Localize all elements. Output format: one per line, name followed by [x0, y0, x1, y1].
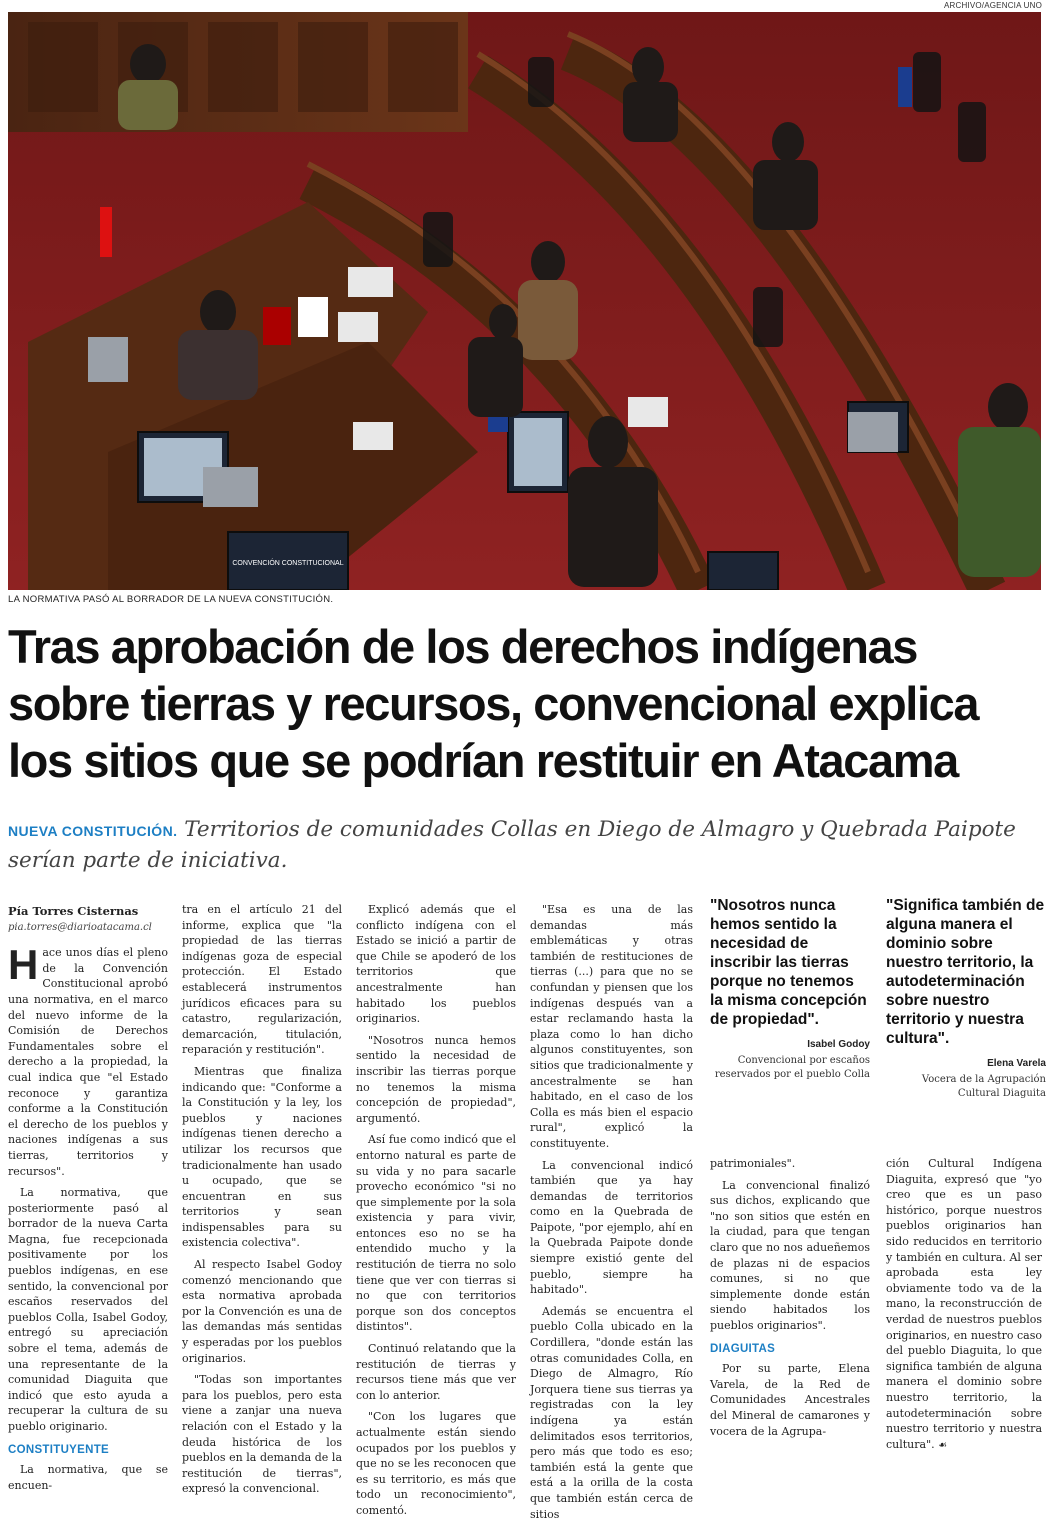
byline-name: Pía Torres Cisternas	[8, 904, 139, 918]
subhead-constituyente: CONSTITUYENTE	[8, 1443, 110, 1456]
paragraph: "Esa es una de las demandas más emblemáticas y otras también de restituciones de tierras (...) para que no se confundan y piensen que los indígenas después van a estar reclamando hasta la plaza como lo han dicho algunos constituyentes, son sitios que tradicionalmente y ancestralmente se han habitado, en el caso de los Colla es más bien el espacio rural", explicó la constituyente.	[530, 903, 693, 1150]
quote-role: Convencional por escaños reservados por el pueblo Colla	[714, 1055, 870, 1080]
paragraph: Explicó además que el conflicto indígena con el Estado se inició a partir de que Chile se apoderó de los territorios que ancestralmente han habitado los pueblos originarios.	[356, 903, 516, 1026]
article-column-4	[530, 902, 693, 1528]
photo-caption: LA NORMATIVA PASÓ AL BORRADOR DE LA NUEVA CONSTITUCIÓN.	[8, 594, 334, 605]
paragraph: tra en el artículo 21 del informe, explica que "la propiedad de las tierras indígenas goza de especial protección. El Estado establecerá instrumentos jurídicos eficaces para su catastro, regularización, demarcación, titulación, reparación y restitución".	[182, 903, 342, 1057]
paragraph-text: ace unos días el pleno de la Convención Constitucional aprobó una normativa, en el marco del nuevo informe de la Comisión de Derechos Fundamentales sobre el derecho a la propiedad, la cual indica que "el Estado reconoce y garantiza conforme a la Constitución el derecho de los pueblos y naciones indígenas a sus tierras, territorios y recursos".	[8, 946, 168, 1178]
paragraph: La convencional indicó también que ya hay demandas de territorios como en la Quebrada de Paipote, "por ejemplo, ahí en la Quebrada Paipote donde siempre existió gente del pueblo, siempre ha habitado".	[530, 1158, 693, 1297]
pull-quote-godoy	[710, 896, 870, 1082]
photo-credit: ARCHIVO/AGENCIA UNO	[943, 1, 1042, 10]
paragraph: Así fue como indicó que el entorno natural es parte de su vida y no para sacarle provecho económico "si no que simplemente por la sola existencia y para vivir, entonces eso no se ha entendido mucho y la restitución de tierra no solo tiene que ver con tierras si no que con territorios porque son dos conceptos distintos".	[356, 1133, 516, 1334]
paragraph: Además se encuentra el pueblo Colla ubicado en la Cordillera, "donde están las otras comunidades Colla, en Diego de Almagro, Río Jorquera tiene sus tierras ya registradas con la ley indígena ya están delimitados esos territorios, pero más que todo es eso; también está la gente que está a la orilla de la costa que también están cerca de sitios	[530, 1304, 693, 1521]
assembly-photo	[8, 12, 1041, 590]
assembly-illustration	[8, 12, 1041, 590]
subhead-diaguitas: DIAGUITAS	[710, 1342, 776, 1355]
paragraph	[886, 1156, 1042, 1453]
paragraph: La normativa, que posteriormente pasó al borrador de la nueva Carta Magna, fue recepcionada positivamente por los pueblos indígenas, en ese sentido, la convencional por escaños reservados del pueblos Colla, Isabel Godoy, entregó su apreciación sobre el tema, además de una representante de la comunidad Diaguita que indicó que esto ayuda a recuperar la cultura de su pueblo originario.	[8, 1186, 168, 1433]
deck	[8, 815, 1038, 875]
monitor-screen-text: CONVENCIÓN CONSTITUCIONAL	[232, 560, 344, 567]
paragraph: Por su parte, Elena Varela, de la Red de Comunidades Ancestrales del Mineral de camarones y vocera de la Agrupa-	[710, 1362, 870, 1438]
quote-author: Isabel Godoy	[807, 1039, 870, 1050]
article-column-1	[8, 898, 168, 1499]
paragraph: La convencional finalizó sus dichos, explicando que "no son sitios que estén en la ciudad, para que tengan claro que no nos adueñemos de plazas ni de espacios comunes, si no que simplemente donde están siendo habitados los pueblos originarios".	[710, 1178, 870, 1332]
paragraph: patrimoniales".	[710, 1157, 796, 1170]
quote-text: "Significa también de alguna manera el dominio sobre nuestro territorio, la autodeterminación sobre nuestro territorio y nuestra cultura".	[886, 897, 1045, 1047]
quote-role: Vocera de la Agrupación Cultural Diaguita	[921, 1074, 1046, 1099]
paragraph	[8, 941, 168, 1179]
headline: Tras aprobación de los derechos indígenas sobre tierras y recursos, convencional explica los sitios que se podrían restituir en Atacama	[8, 620, 979, 787]
byline-email: pia.torres@diarioatacama.cl	[8, 921, 152, 933]
paragraph: Al respecto Isabel Godoy comenzó mencionando que esta normativa aprobada por la Convención es una de las demandas más sentidas y esperadas por los pueblos originarios.	[182, 1258, 342, 1365]
article-column-3	[356, 902, 516, 1525]
article-column-2	[182, 902, 342, 1503]
quote-author: Elena Varela	[987, 1058, 1046, 1069]
deck-text: Territorios de comunidades Collas en Diego de Almagro y Quebrada Paipote serían parte de iniciativa.	[8, 817, 1016, 873]
paragraph: Mientras que finaliza indicando que: "Conforme a la Constitución y la ley, los pueblos y naciones indígenas tienen derecho a utilizar los recursos que tradicionalmente han usado u ocupado, que se encuentran en sus territorios y sean indispensables para su existencia colectiva".	[182, 1064, 342, 1250]
paragraph: "Nosotros nunca hemos sentido la necesidad de inscribir las tierras porque no tenemos la misma concepción de propiedad", argumentó.	[356, 1033, 516, 1125]
quote-text: "Nosotros nunca hemos sentido la necesidad de inscribir las tierras porque no tenemos la misma concepción de propiedad".	[710, 897, 867, 1028]
end-mark-icon: ☙	[938, 1439, 948, 1451]
paragraph: Continuó relatando que la restitución de tierras y recursos tiene más que ver con lo anterior.	[356, 1342, 516, 1402]
article-column-5	[710, 1156, 870, 1445]
section-kicker: NUEVA CONSTITUCIÓN.	[8, 823, 178, 839]
pull-quote-varela	[886, 896, 1046, 1101]
paragraph-text: ción Cultural Indígena Diaguita, expresó que "yo creo que es un paso histórico, porque nuestros pueblos originarios han sido reducidos en territorio y también en cultura. Al ser aprobada esta ley obviamente todo va de la mano, la reconstrucción de verdad de nuestros pueblos originarios, en nuestro caso del pueblo Diaguita, lo que significa también de alguna manera el dominio sobre nuestro territorio, la autodeterminación sobre nuestro territorio y nuestra cultura".	[886, 1157, 1042, 1451]
article-column-6	[886, 1156, 1042, 1459]
paragraph: "Con los lugares que actualmente están siendo ocupados por los pueblos y que no se les reconocen que es su territorio, es más que todo un reconocimiento", comentó.	[356, 1410, 516, 1517]
paragraph: La normativa, que se encuen-	[8, 1463, 168, 1492]
paragraph: "Todas son importantes para los pueblos, pero esta viene a zanjar una nueva relación con el Estado y la deuda histórica de los pueblos en la demanda de la restitución de tierras", expresó la convencional.	[182, 1373, 342, 1496]
dropcap: H	[8, 941, 39, 989]
